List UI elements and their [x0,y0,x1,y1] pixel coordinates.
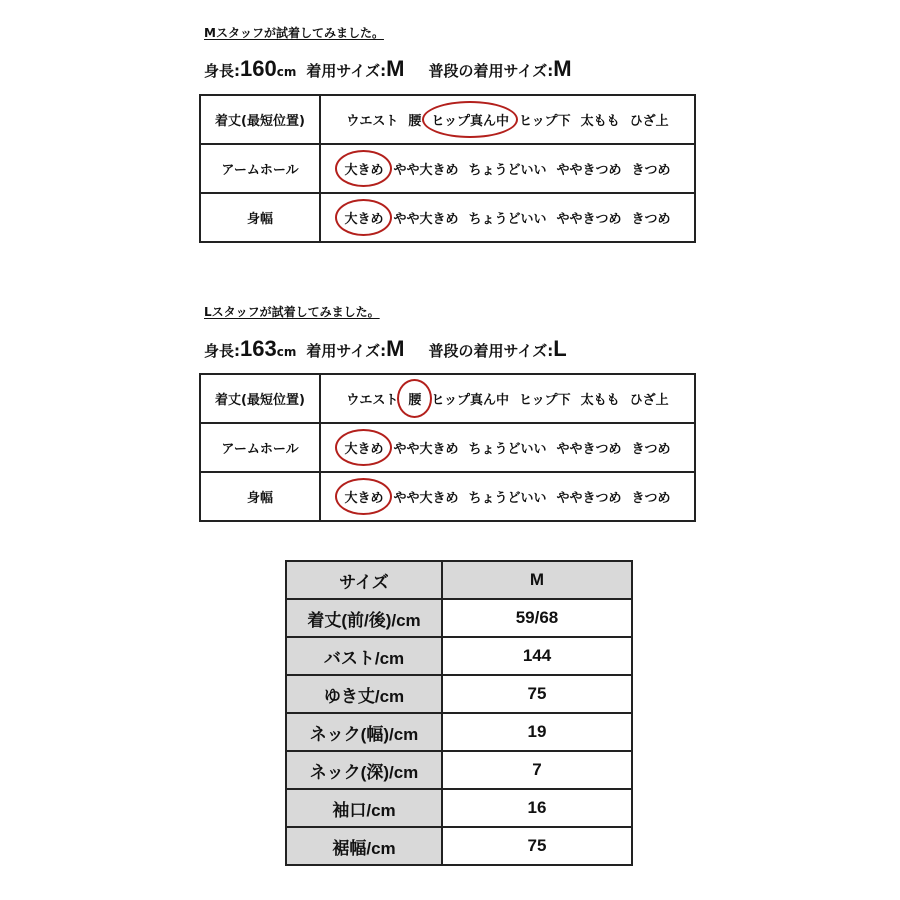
fit-option: きつめ [631,442,671,457]
usual-size-label: 普段の着用サイズ: [428,62,554,80]
size-header-label: サイズ [286,561,442,599]
fit-option-selected: 腰 [408,389,421,408]
size-row-value: 59/68 [442,599,632,637]
size-row-value: 144 [442,637,632,675]
fit-row-label: 身幅 [200,193,320,242]
size-row [286,827,632,865]
fit-option: ちょうどいい [468,442,547,457]
fit-option: ややきつめ [556,163,622,178]
size-row-label: 裾幅/cm [286,827,442,865]
wear-size-label: 着用サイズ: [306,342,387,360]
size-row-value: 75 [442,827,632,865]
fit-row-label: 身幅 [200,472,320,521]
height-label: 身長: [204,342,240,360]
fit-option: ヒップ下 [519,393,571,408]
fit-option: やや大きめ [393,212,459,227]
fit-option: ややきつめ [556,212,622,227]
fit-option: 太もも [580,393,620,408]
fit-option: ヒップ真ん中 [431,393,509,408]
fit-option-selected: 大きめ [344,487,383,506]
fit-option: ウエスト [346,393,399,408]
fit-row [200,144,695,193]
size-row [286,675,632,713]
size-row-value: 19 [442,713,632,751]
fit-options [320,193,695,242]
height-label: 身長: [204,62,240,80]
fit-options [320,144,695,193]
fit-option: やや大きめ [393,442,459,457]
size-row-value: 7 [442,751,632,789]
fit-option: ヒップ下 [519,114,571,129]
fit-options [320,95,695,144]
fit-option: ちょうどいい [468,491,547,506]
fit-options [320,423,695,472]
fit-option: きつめ [631,212,671,227]
fit-option: ひざ上 [629,114,669,129]
fit-option: やや大きめ [393,491,459,506]
wear-size-value: M [386,336,405,361]
height-unit: cm [276,65,297,79]
size-header-value: M [442,561,632,599]
fit-option: きつめ [631,163,671,178]
height-value: 160 [240,56,277,81]
size-row [286,789,632,827]
fit-option-selected: 大きめ [344,438,383,457]
fit-option: やや大きめ [393,163,459,178]
fit-option: ちょうどいい [468,212,547,227]
fit-option: ややきつめ [556,442,622,457]
size-row-label: 袖口/cm [286,789,442,827]
usual-size-value: L [553,336,567,361]
fit-option-selected: ヒップ真ん中 [431,110,509,129]
fit-row-label: 着丈(最短位置) [200,95,320,144]
fit-option: ややきつめ [556,491,622,506]
size-row-value: 75 [442,675,632,713]
height-value: 163 [240,336,277,361]
size-row [286,637,632,675]
l-staff-stats [204,336,567,362]
size-row [286,599,632,637]
size-row-label: バスト/cm [286,637,442,675]
fit-options [320,472,695,521]
size-row-label: ネック(幅)/cm [286,713,442,751]
wear-size-label: 着用サイズ: [306,62,387,80]
fit-row [200,423,695,472]
size-row-label: ゆき丈/cm [286,675,442,713]
fit-option: ひざ上 [629,393,669,408]
fit-option: ウエスト [346,114,399,129]
size-row-value: 16 [442,789,632,827]
fit-option: ちょうどいい [468,163,547,178]
m-staff-stats [204,56,572,82]
fit-row [200,95,695,144]
l-staff-title: Lスタッフが試着してみました。 [204,305,380,319]
size-table [285,560,633,866]
size-row-label: 着丈(前/後)/cm [286,599,442,637]
m-staff-title: Mスタッフが試着してみました。 [204,26,384,40]
fit-row [200,374,695,423]
usual-size-label: 普段の着用サイズ: [428,342,554,360]
fit-option: 腰 [408,114,422,129]
fit-row [200,193,695,242]
fit-options [320,374,695,423]
usual-size-value: M [553,56,572,81]
size-row-label: ネック(深)/cm [286,751,442,789]
fit-row [200,472,695,521]
l-fit-table [199,373,696,522]
size-header-row [286,561,632,599]
size-row [286,751,632,789]
fit-option: 太もも [580,114,620,129]
fit-option: きつめ [631,491,671,506]
fit-row-label: アームホール [200,144,320,193]
fit-row-label: アームホール [200,423,320,472]
wear-size-value: M [386,56,405,81]
fit-row-label: 着丈(最短位置) [200,374,320,423]
m-fit-table [199,94,696,243]
fit-option-selected: 大きめ [344,208,383,227]
size-row [286,713,632,751]
height-unit: cm [276,345,297,359]
fit-option-selected: 大きめ [344,159,383,178]
